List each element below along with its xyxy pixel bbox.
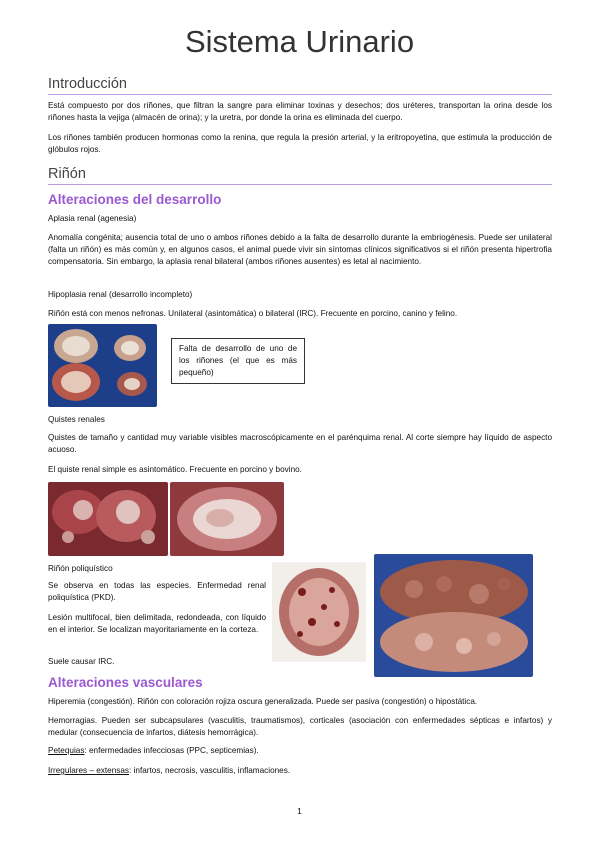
- intro-paragraph-1: Está compuesto por dos riñones, que filtran la sangre para eliminar toxinas y desechos; dos uréteres, transportan la orina desde los riñones hasta la vejiga (almacén de orina); y la uretra, por donde la orina es eliminada del cuerpo.: [48, 101, 552, 123]
- renal-cyst-photo-1: [48, 482, 168, 556]
- petequias-line: [48, 745, 552, 757]
- aplasia-text: Anomalía congénita; ausencia total de uno o ambos riñones debido a la falta de desarrollo durante la embriogénesis. Puede ser unilateral (falta un riñón) es más común y, en algunos casos, el animal puede vivir sin síntomas clínicos significativos si el riñón presenta hipertrofia compensatoria. Sin embargo, la aplasia renal bilateral (ambos riñones ausentes) es letal al nacimiento.: [48, 233, 552, 267]
- quiste-simple-text: El quiste renal simple es asintomático. Frecuente en porcino y bovino.: [48, 465, 302, 474]
- irregulares-text: : infartos, necrosis, vasculitis, inflamaciones.: [129, 766, 291, 775]
- intro-paragraph-2: Los riñones también producen hormonas como la renina, que regula la presión arterial, y la eritropoyetina, que estimula la producción de glóbulos rojos.: [48, 133, 552, 155]
- hypoplasia-kidney-photo: [48, 324, 157, 407]
- poliquistico-text-2: Lesión multifocal, bien delimitada, redondeada, con líquido en el interior. Se localizan mayoritariamente en la corteza.: [48, 613, 266, 635]
- intro-heading: Introducción: [48, 76, 127, 92]
- irregulares-label: Irregulares – extensas: [48, 766, 130, 775]
- hiperemia-text: Hiperemia (congestión). Riñón con coloración rojiza oscura generalizada. Puede ser pasiva (congestión) o hipostática.: [48, 697, 478, 706]
- rinon-heading: Riñón: [48, 166, 86, 182]
- page-number: 1: [297, 806, 302, 816]
- quistes-text: Quistes de tamaño y cantidad muy variable visibles macroscópicamente en el parénquima renal. Al corte siempre hay líquido de aspecto acuoso.: [48, 433, 552, 455]
- petequias-label: Petequias: [48, 746, 85, 755]
- renal-cyst-photo-2: [170, 482, 284, 556]
- hypoplasia-callout: Falta de desarrollo de uno de los riñones (el que es más pequeño): [171, 338, 305, 384]
- petequias-text: : enfermedades infecciosas (PPC, septicemias).: [84, 746, 259, 755]
- vascular-heading: Alteraciones vasculares: [48, 675, 203, 690]
- development-heading: Alteraciones del desarrollo: [48, 192, 222, 207]
- polycystic-kidney-photo-2: [374, 554, 533, 677]
- aplasia-title: Aplasia renal (agenesia): [48, 214, 137, 223]
- hemorragias-text: Hemorragias. Pueden ser subcapsulares (vasculitis, traumatismos), corticales (asociación con enfermedades sépticas e infartos) y medular (consecuencia de infartos, diátesis hemorrágica).: [48, 716, 552, 738]
- poliquistico-text-1: Se observa en todas las especies. Enfermedad renal poliquística (PKD).: [48, 581, 266, 603]
- hipoplasia-title: Hipoplasia renal (desarrollo incompleto): [48, 290, 193, 299]
- hipoplasia-text: Riñón está con menos nefronas. Unilateral (asintomática) o bilateral (IRC). Frecuente en porcino, canino y felino.: [48, 309, 458, 318]
- irregulares-line: [48, 765, 552, 777]
- heading-rule: [48, 184, 552, 185]
- quistes-title: Quistes renales: [48, 415, 105, 424]
- heading-rule: [48, 94, 552, 95]
- page-title: Sistema Urinario: [184, 24, 415, 59]
- poliquistico-title: Riñón poliquístico: [48, 564, 113, 573]
- poliquistico-text-3: Suele causar IRC.: [48, 657, 115, 666]
- polycystic-kidney-photo-1: [272, 562, 366, 662]
